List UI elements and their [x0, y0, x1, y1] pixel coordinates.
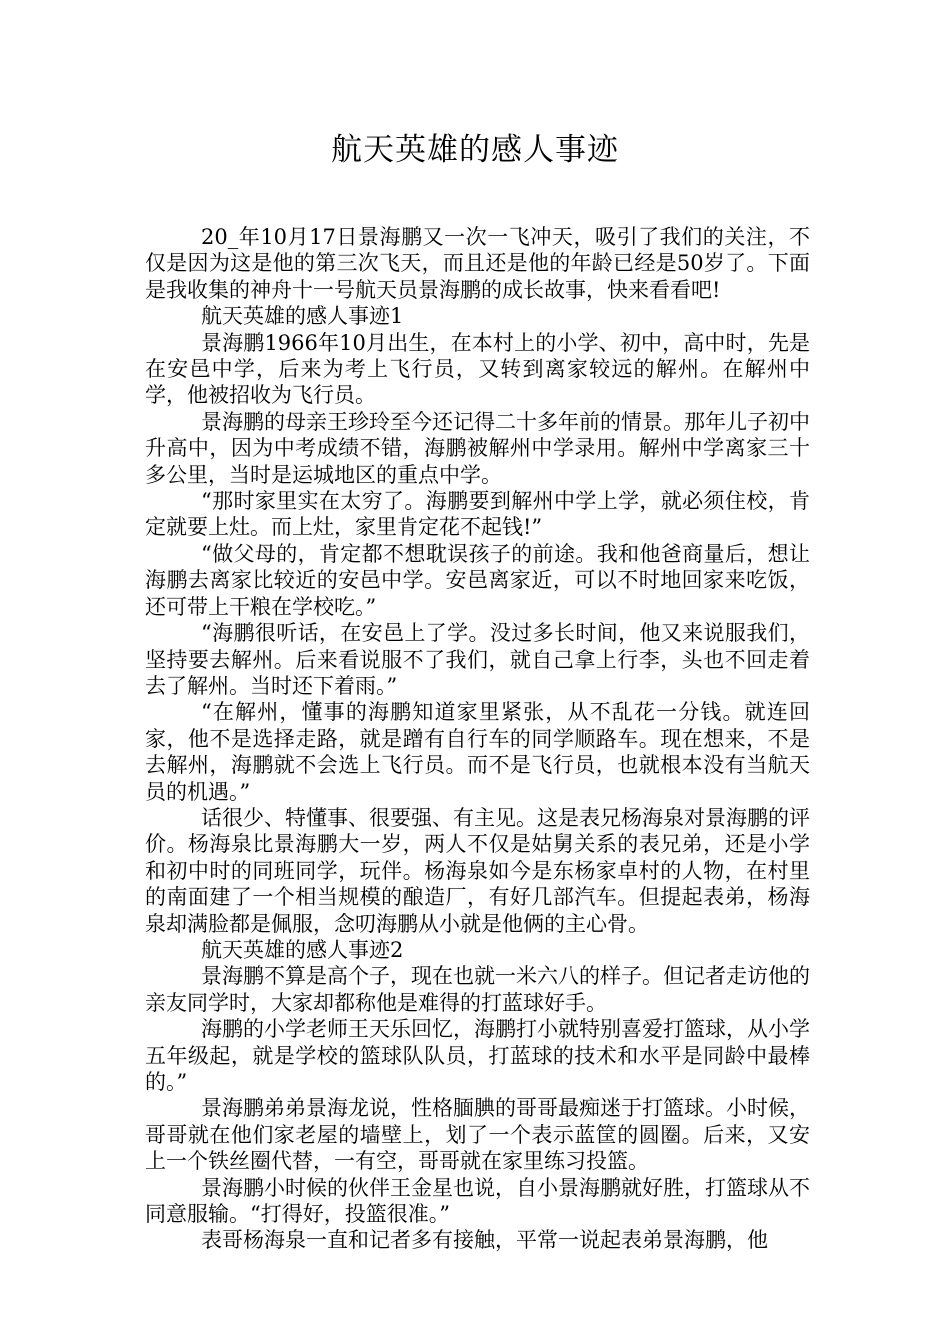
paragraph: “那时家里实在太穷了。海鹏要到解州中学上学，就必须住校，肯定就要上灶。而上灶，家里肯定花不起钱!”	[145, 489, 810, 540]
paragraph: 话很少、特懂事、很要强、有主见。这是表兄杨海泉对景海鹏的评价。杨海泉比景海鹏大一岁，两人不仅是姑舅关系的表兄弟，还是小学和初中时的同班同学，玩伴。杨海泉如今是东杨家卓村的人物，在村里的南面建了一个相当规模的酿造厂，有好几部汽车。但提起表弟，杨海泉却满脸都是佩服，念叨海鹏从小就是他俩的主心骨。	[145, 805, 810, 936]
paragraph: 景海鹏不算是高个子，现在也就一米六八的样子。但记者走访他的亲友同学时，大家却都称他是难得的打蓝球好手。	[145, 964, 810, 1015]
paragraph: “海鹏很听话，在安邑上了学。没过多长时间，他又来说服我们，坚持要去解州。后来看说服不了我们，就自己拿上行李，头也不回走着去了解州。当时还下着雨。”	[145, 621, 810, 698]
paragraph: 海鹏的小学老师王天乐回忆，海鹏打小就特别喜爱打篮球，从小学五年级起，就是学校的篮球队队员，打蓝球的技术和水平是同龄中最棒的。”	[145, 1017, 810, 1094]
paragraph: 20_年10月17日景海鹏又一次一飞冲天，吸引了我们的关注，不仅是因为这是他的第三次飞天，而且还是他的年龄已经是50岁了。下面是我收集的神舟十一号航天员景海鹏的成长故事，快来看看吧!	[145, 225, 810, 302]
document-title: 航天英雄的感人事迹	[331, 132, 619, 168]
section-heading: 航天英雄的感人事迹2	[201, 937, 404, 962]
section-heading: 航天英雄的感人事迹1	[201, 304, 404, 329]
paragraph: “在解州，懂事的海鹏知道家里紧张，从不乱花一分钱。就连回家，他不是选择走路，就是蹭有自行车的同学顺路车。现在想来，不是去解州，海鹏就不会选上飞行员。而不是飞行员，也就根本没有当航天员的机遇。”	[145, 700, 810, 804]
document-body	[145, 224, 810, 1254]
paragraph: 景海鹏1966年10月出生，在本村上的小学、初中，高中时，先是在安邑中学，后来为考上飞行员，又转到离家较远的解州。在解州中学，他被招收为飞行员。	[145, 330, 810, 408]
paragraph: 景海鹏弟弟景海龙说，性格腼腆的哥哥最痴迷于打篮球。小时候，哥哥就在他们家老屋的墙壁上，划了一个表示蓝筐的圆圈。后来，又安上一个铁丝圈代替，一有空，哥哥就在家里练习投篮。	[145, 1096, 810, 1174]
paragraph: “做父母的，肯定都不想耽误孩子的前途。我和他爸商量后，想让海鹏去离家比较近的安邑中学。安邑离家近，可以不时地回家来吃饭，还可带上干粮在学校吃。”	[145, 541, 810, 619]
paragraph: 景海鹏的母亲王珍玲至今还记得二十多年前的情景。那年儿子初中升高中，因为中考成绩不错，海鹏被解州中学录用。解州中学离家三十多公里，当时是运城地区的重点中学。	[145, 409, 810, 487]
paragraph: 景海鹏小时候的伙伴王金星也说，自小景海鹏就好胜，打篮球从不同意服输。“打得好，投篮很准。”	[145, 1175, 810, 1227]
paragraph: 表哥杨海泉一直和记者多有接触，平常一说起表弟景海鹏，他	[201, 1228, 768, 1253]
